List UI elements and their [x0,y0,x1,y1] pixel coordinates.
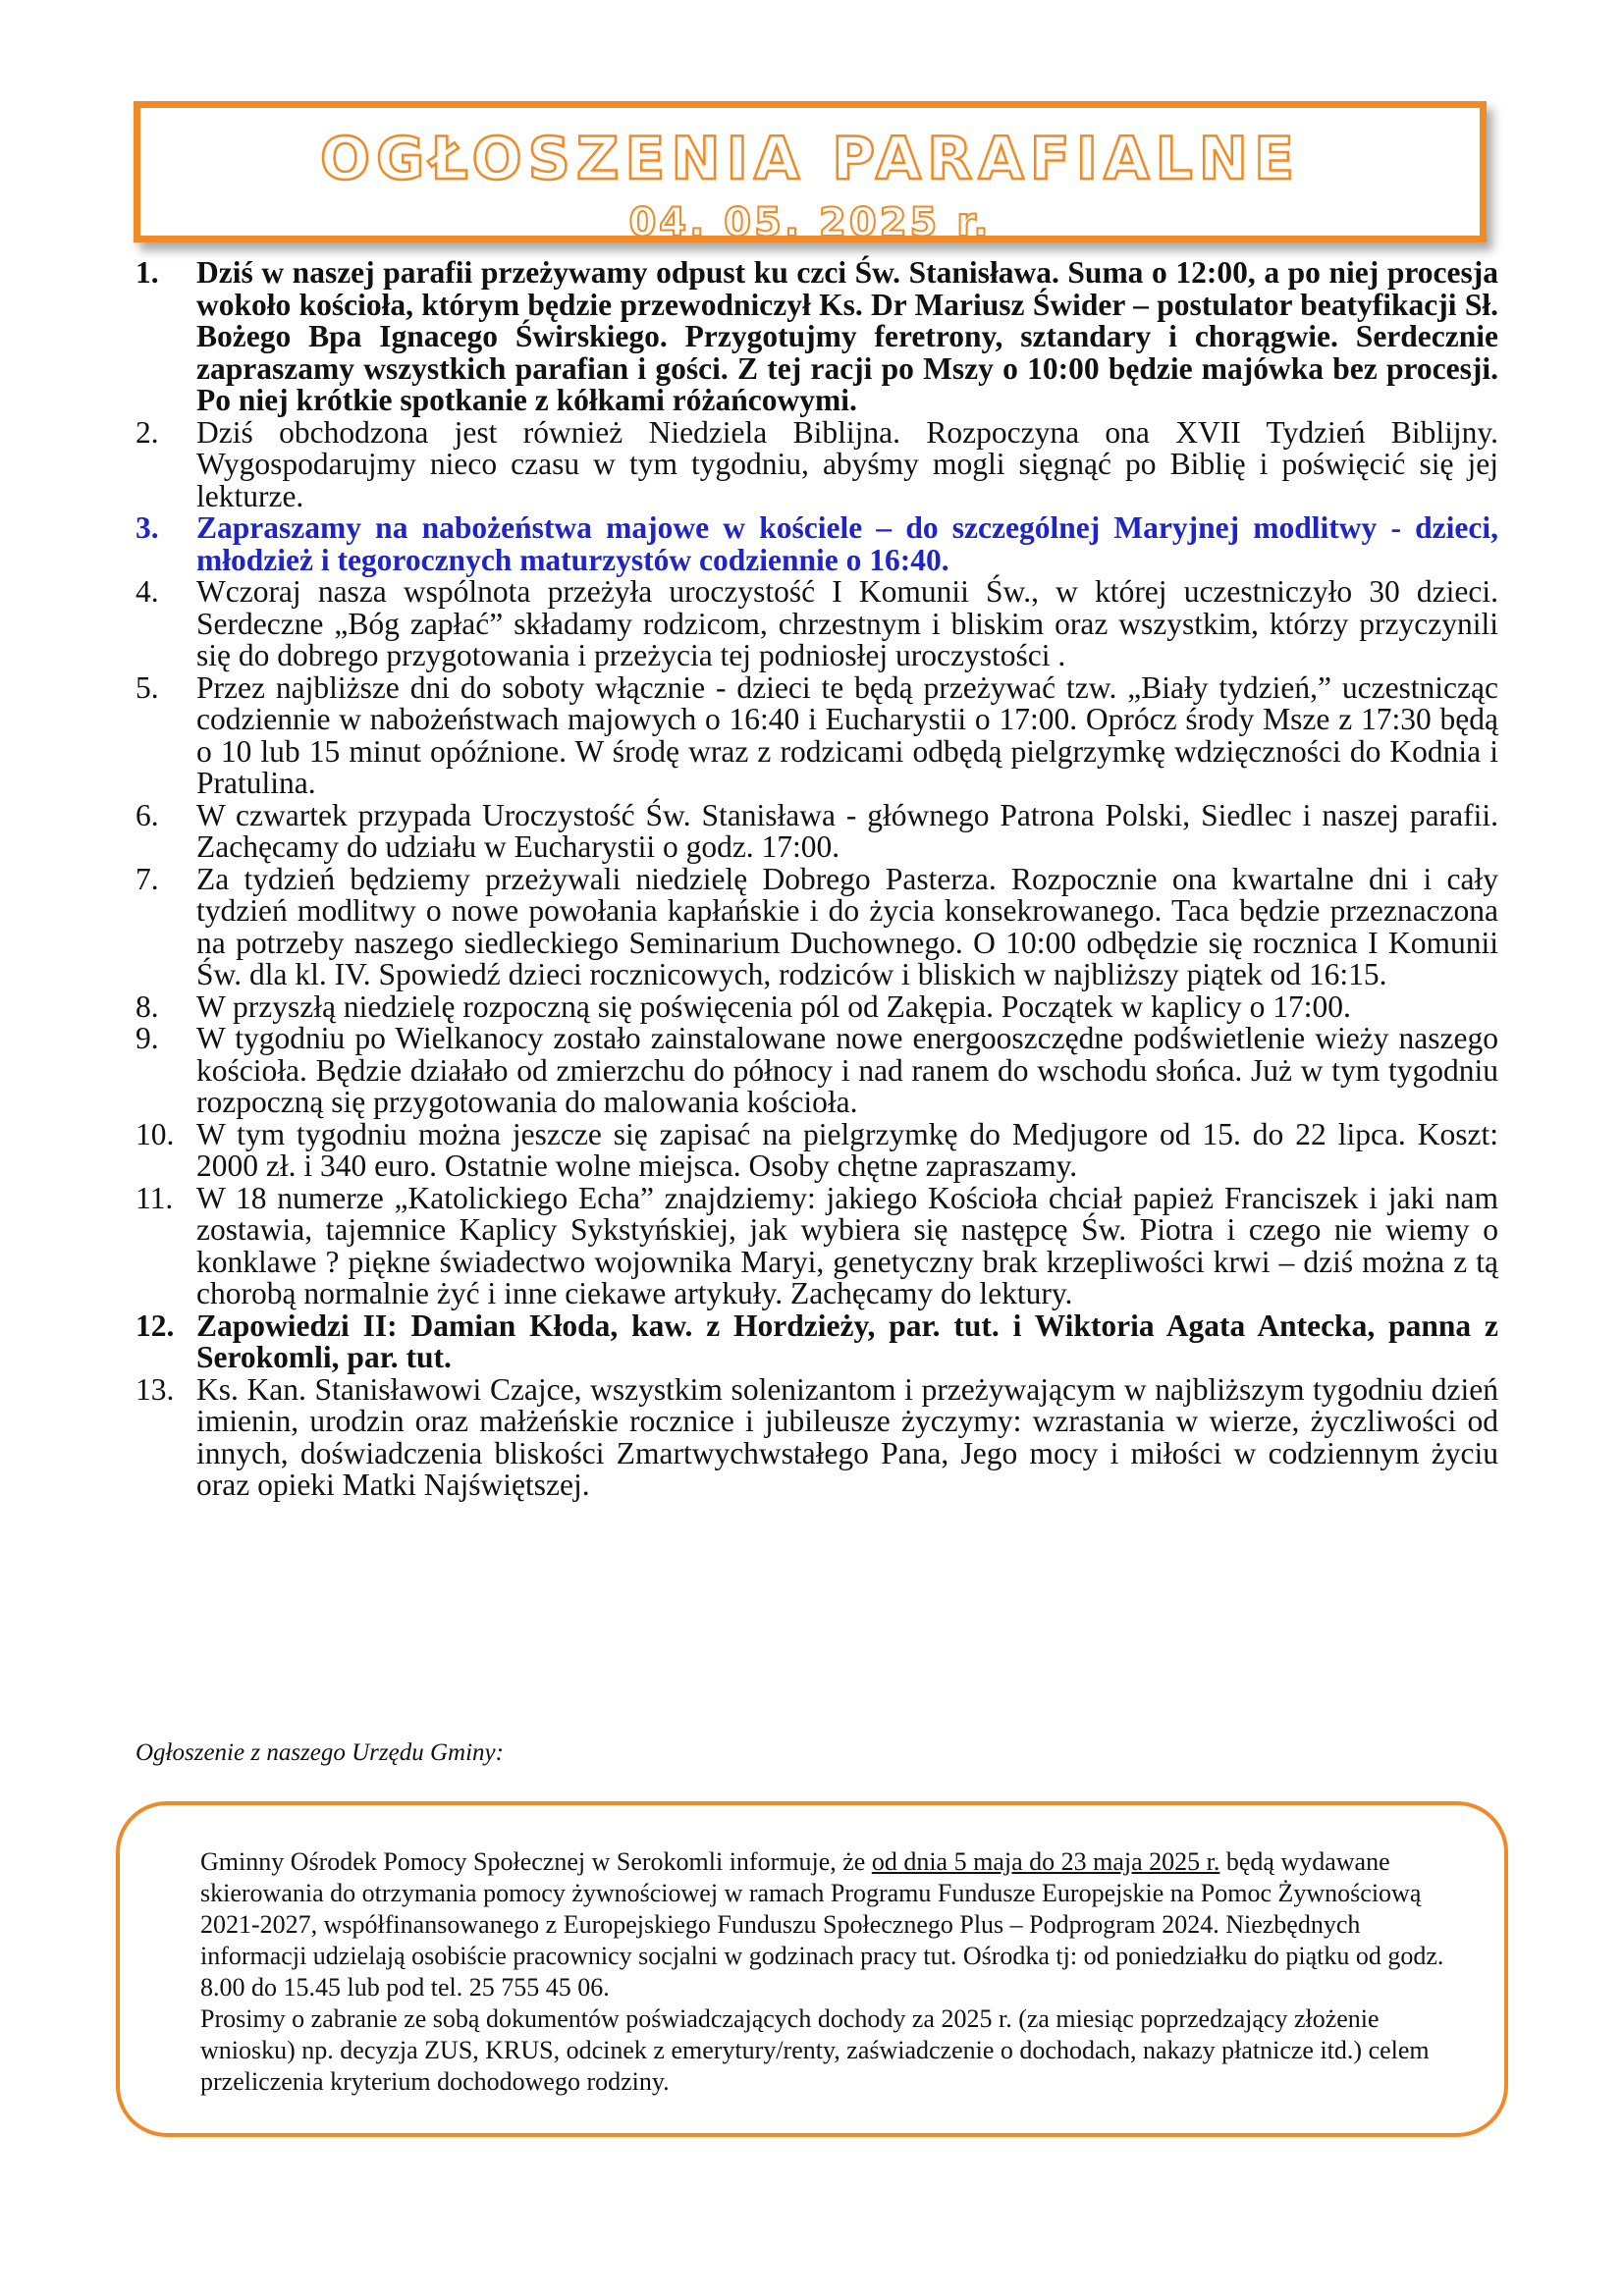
announcement-number: 5. [135,669,159,705]
notice-text-part: będą wydawane skierowania do otrzymania pomocy żywnościowej w ramach Programu Fundusze Europejskie na Pomoc Żywnościową 2021-2027, współfinansowanego z Europejskiego Funduszu Społecznego Plus – Podprogram 2024. Niezbędnych informacji udzielają osobiście pracownicy socjalni w godzinach pracy tut. Ośrodka tj: od poniedziałku do piątku od godz. 8.00 do 15.45 lub pod tel. 25 755 45 06. [200,1847,1444,2002]
announcement-item [135,1371,1498,1502]
announcement-text: W tym tygodniu można jeszcze się zapisać na pielgrzymkę do Medjugore od 15. do 22 lipca. Koszt: 2000 zł. i 340 euro. Ostatnie wolne miejsca. Osoby chętne zapraszamy. [196,1116,1498,1183]
page-date: 04. 05. 2025 r. [628,200,992,245]
title-banner [134,101,1487,245]
notice-date-range: od dnia 5 maja do 23 maja 2025 r. [871,1847,1220,1876]
announcement-item [135,1116,1498,1183]
municipal-notice-box [116,1801,1508,2137]
announcement-number: 8. [135,988,159,1024]
announcement-item [135,576,1498,672]
announcement-text: W 18 numerze „Katolickiego Echa” znajdziemy: jakiego Kościoła chciał papież Franciszek i jaki nam zostawia, tajemnice Kaplicy Sykstyńskiej, jak wybiera się następcę Św. Piotra i czego nie wiemy o konklawe ? piękne świadectwo wojownika Maryi, genetyczny brak krzepliwości krwi – dziś można z tą chorobą normalnie żyć i inne ciekawe artykuły. Zachęcamy do lektury. [196,1180,1498,1310]
page-title: OGŁOSZENIA PARAFIALNE [320,125,1300,193]
announcement-item [135,988,1498,1024]
announcement-text: Zapowiedzi II: Damian Kłoda, kaw. z Hordzieży, par. tut. i Wiktoria Agata Antecka, panna z Serokomli, par. tut. [196,1308,1498,1374]
announcement-item [135,669,1498,800]
announcement-text: Dziś obchodzona jest również Niedziela Biblijna. Rozpoczyna ona XVII Tydzień Biblijny. Wygospodarujmy nieco czasu w tym tygodniu, abyśmy mogli sięgnąć po Biblię i poświęcić się jej lekturze. [196,414,1498,513]
announcement-number: 4. [135,574,159,609]
municipal-notice-paragraph [200,1846,1457,2003]
announcement-text: Wczoraj nasza wspólnota przeżyła uroczystość I Komunii Św., w której uczestniczyło 30 dzieci. Serdeczne „Bóg zapłać” składamy rodzicom, chrzestnym i bliskim oraz wszystkim, którzy przyczynili się do dobrego przygotowania i przeżycia tej podniosłej uroczystości . [196,574,1498,672]
announcement-item [135,257,1498,417]
announcement-text: Za tydzień będziemy przeżywali niedzielę Dobrego Pasterza. Rozpocznie ona kwartalne dni i cały tydzień modlitwy o nowe powołania kapłańskie i do życia konsekrowanego. Taca będzie przeznaczona na potrzeby naszego siedleckiego Seminarium Duchownego. O 10:00 odbędzie się rocznica I Komunii Św. dla kl. IV. Spowiedź dzieci rocznicowych, rodziców i bliskich w najbliższy piątek od 16:15. [196,861,1498,991]
announcement-text: W tygodniu po Wielkanocy zostało zainstalowane nowe energooszczędne podświetlenie wieży naszego kościoła. Będzie działało od zmierzchu do północy i nad ranem do wschodu słońca. Już w tym tygodniu rozpoczną się przygotowania do malowania kościoła. [196,1021,1498,1119]
announcement-text: W przyszłą niedzielę rozpoczną się poświęcenia pól od Zakępia. Początek w kaplicy o 17:00. [196,988,1351,1024]
announcement-item [135,861,1498,991]
announcement-item [135,1310,1498,1374]
announcement-number: 12. [135,1308,175,1343]
notice-text-part: Gminny Ośrodek Pomocy Społecznej w Serokomli informuje, że [200,1847,872,1876]
announcement-number: 10. [135,1116,175,1151]
announcement-list [135,257,1498,1502]
announcement-text: Zapraszamy na nabożeństwa majowe w kościele – do szczególnej Maryjnej modlitwy - dzieci, młodzież i tegorocznych maturzystów codziennie o 16:40. [196,510,1498,577]
municipal-note-heading: Ogłoszenie z naszego Urzędu Gminy: [135,1739,504,1766]
announcement-number: 9. [135,1021,159,1055]
announcement-item [135,512,1498,576]
announcement-item [135,1023,1498,1119]
municipal-notice-paragraph: Prosimy o zabranie ze sobą dokumentów poświadczających dochody za 2025 r. (za miesiąc poprzedzający złożenie wniosku) np. decyzja ZUS, KRUS, odcinek z emerytury/renty, zaświadczenie o dochodach, nakazy płatnicze itd.) celem przeliczenia kryterium dochodowego rodziny. [200,2004,1430,2096]
announcement-item [135,797,1498,864]
announcement-number: 11. [135,1180,174,1215]
announcement-text: Dziś w naszej parafii przeżywamy odpust ku czci Św. Stanisława. Suma o 12:00, a po niej procesja wokoło kościoła, którym będzie przewodniczył Ks. Dr Mariusz Świder – postulator beatyfikacji Sł. Bożego Bpa Ignacego Świrskiego. Przygotujmy feretrony, sztandary i chorągwie. Serdecznie zapraszamy wszystkich parafian i gości. Z tej racji po Mszy o 10:00 będzie majówka bez procesji. Po niej krótkie spotkanie z kółkami różańcowymi. [196,255,1498,417]
announcement-text: W czwartek przypada Uroczystość Św. Stanisława - głównego Patrona Polski, Siedlec i naszej parafii. Zachęcamy do udziału w Eucharystii o godz. 17:00. [196,797,1498,864]
announcement-item [135,414,1498,513]
announcement-number: 2. [135,414,159,450]
announcement-item [135,1180,1498,1310]
announcement-number: 1. [135,255,159,290]
announcement-number: 3. [135,510,159,545]
announcement-number: 7. [135,861,159,896]
announcement-number: 13. [135,1371,175,1407]
announcement-number: 6. [135,797,159,832]
announcement-text: Ks. Kan. Stanisławowi Czajce, wszystkim solenizantom i przeżywającym w najbliższym tygodniu dzień imienin, urodzin oraz małżeńskie rocznice i jubileusze życzymy: wzrastania w wierze, życzliwości od innych, doświadczenia bliskości Zmartwychwstałego Pana, Jego mocy i miłości w codziennym życiu oraz opieki Matki Najświętszej. [196,1371,1498,1502]
municipal-notice-text [200,1846,1457,2098]
announcement-text: Przez najbliższe dni do soboty włącznie - dzieci te będą przeżywać tzw. „Biały tydzień,” uczestnicząc codziennie w nabożeństwach majowych o 16:40 i Eucharystii o 17:00. Oprócz środy Msze z 17:30 będą o 10 lub 15 minut opóźnione. W środę wraz z rodzicami odbędą pielgrzymkę wdzięczności do Kodnia i Pratulina. [196,669,1498,800]
